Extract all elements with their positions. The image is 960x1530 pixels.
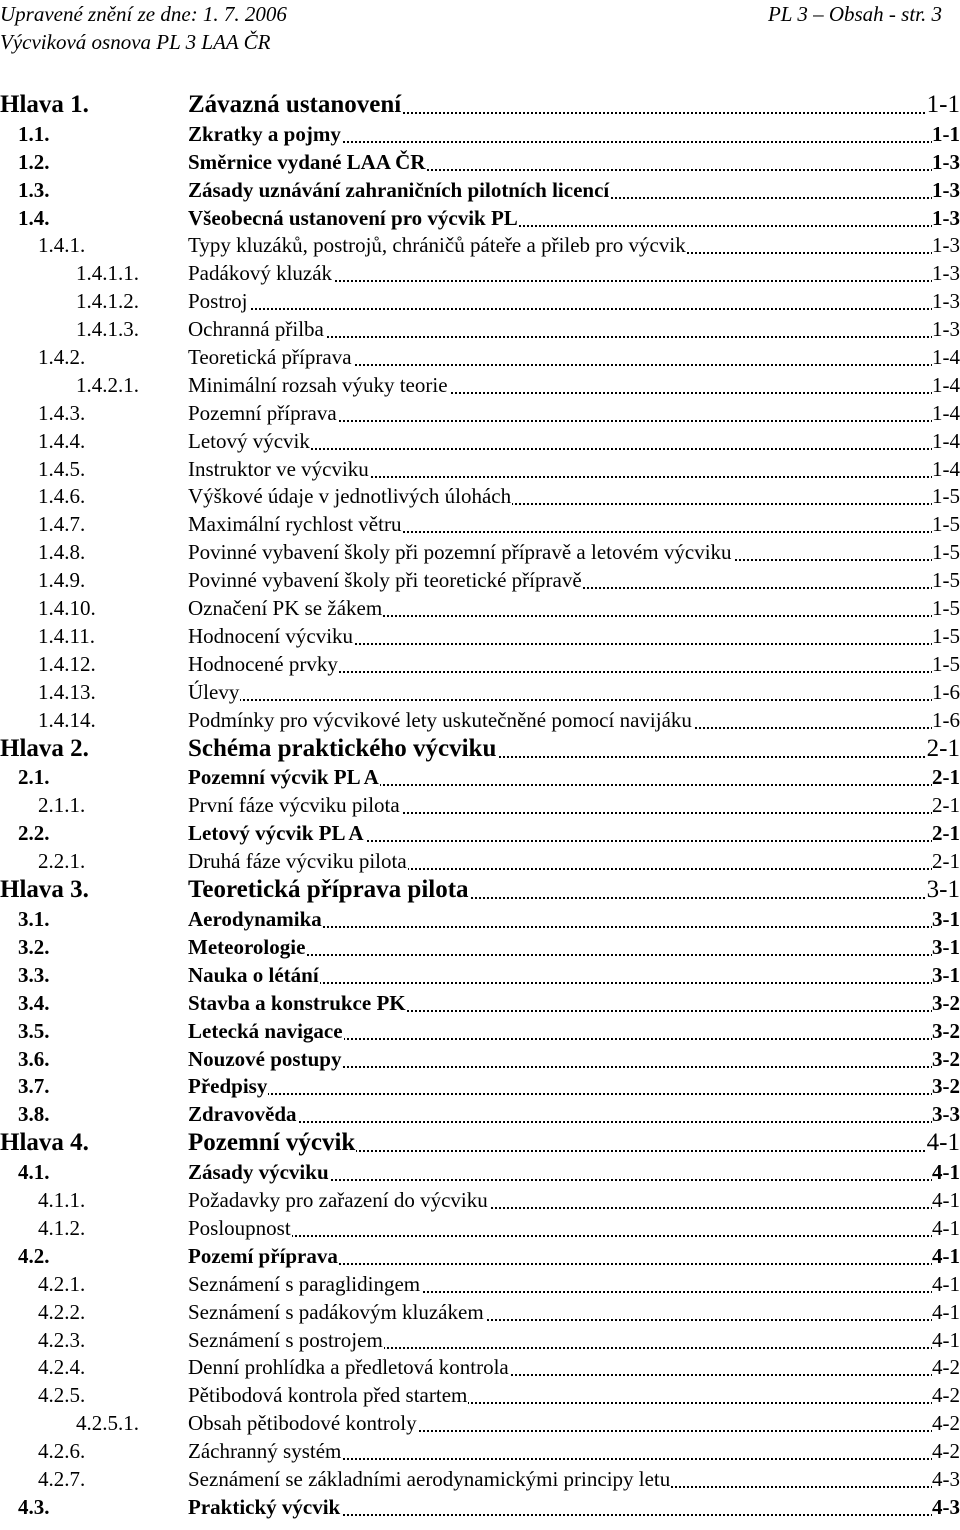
toc-entry-number: 4.1.2. [38,1215,86,1240]
toc-entry-page: 1-4 [932,428,960,453]
toc-entry-page: 3-2 [932,1046,960,1071]
toc-entry-title: Aerodynamika [188,907,322,932]
table-of-contents [0,92,960,1523]
toc-entry-number: 4.2.1. [38,1271,86,1296]
toc-entry[interactable] [0,401,960,429]
toc-entry-title: Nauka o létání [188,962,319,987]
toc-entry-number: 1.4.8. [38,540,86,565]
toc-leader-dots [188,1235,960,1237]
toc-entry[interactable] [0,1047,960,1075]
toc-entry-number: 4.2.7. [38,1466,86,1491]
toc-entry-page: 3-1 [932,934,960,959]
toc-entry-number: 3.4. [18,990,50,1015]
toc-entry-title: Meteorologie [188,934,306,959]
toc-entry-page: 1-5 [932,596,960,621]
toc-entry-page: 3-2 [932,1018,960,1043]
toc-leader-dots [188,1121,960,1123]
toc-entry-title: Nouzové postupy [188,1046,342,1071]
toc-entry-number: 1.4.5. [38,456,86,481]
toc-entry-page: 1-6 [932,707,960,732]
toc-entry-number: 1.4.10. [38,596,96,621]
toc-entry-page: 1-6 [932,679,960,704]
toc-entry-title: Požadavky pro zařazení do výcviku [188,1188,488,1213]
toc-entry-number: 1.4.1. [38,233,86,258]
toc-entry-title: Typy kluzáků, postrojů, chráničů páteře a přileb pro výcvik [188,233,686,258]
toc-entry-page: 1-3 [932,261,960,286]
toc-entry-page: 3-2 [932,1074,960,1099]
toc-entry[interactable] [0,289,960,317]
toc-entry-number: 3.5. [18,1018,50,1043]
toc-entry-title: Pozemí příprava [188,1243,338,1268]
toc-entry-number: 1.4. [18,205,50,230]
toc-entry-title: Označení PK se žákem [188,596,383,621]
toc-entry-title: Povinné vybavení školy při teoretické přípravě [188,568,582,593]
toc-entry[interactable] [0,1328,960,1356]
toc-entry[interactable] [0,793,960,821]
toc-entry-title: Pozemní výcvik PL A [188,765,379,790]
toc-entry-title: Teoretická příprava [188,345,352,370]
toc-entry-page: 4-1 [932,1160,960,1185]
toc-entry-number: 4.2.2. [38,1299,86,1324]
toc-entry-number: 1.4.9. [38,568,86,593]
toc-entry[interactable] [0,1272,960,1300]
toc-entry-number: 3.6. [18,1046,50,1071]
page-reference: PL 3 – Obsah - str. 3 [767,2,942,26]
toc-entry-number: 1.4.14. [38,707,96,732]
toc-entry-page: 1-3 [932,177,960,202]
toc-entry-title: Posloupnost [188,1215,291,1240]
toc-entry-number: 1.4.6. [38,484,86,509]
toc-entry-number: 1.4.1.1. [76,261,139,286]
toc-entry[interactable] [0,1411,960,1439]
toc-entry-title: Letový výcvik [188,428,310,453]
toc-entry-page: 4-1 [926,1129,960,1157]
toc-entry[interactable] [0,1160,960,1188]
toc-entry-page: 3-1 [932,907,960,932]
toc-entry-number: 1.3. [18,177,50,202]
toc-entry-page: 2-1 [932,849,960,874]
toc-entry-number: 1.4.12. [38,651,96,676]
toc-entry-title: Teoretická příprava pilota [188,876,469,904]
toc-entry-page: 4-2 [932,1355,960,1380]
toc-entry-number: 2.2. [18,821,50,846]
toc-entry[interactable] [0,963,960,991]
toc-entry-number: 4.1. [18,1160,50,1185]
toc-entry[interactable] [0,485,960,513]
toc-entry-page: 1-3 [932,317,960,342]
toc-entry[interactable] [0,429,960,457]
toc-entry-page: 1-4 [932,345,960,370]
toc-entry[interactable] [0,345,960,373]
toc-entry-title: Letecká navigace [188,1018,343,1043]
toc-entry-number: 1.4.3. [38,400,86,425]
toc-entry-title: Zkratky a pojmy [188,121,341,146]
toc-entry-page: 4-1 [932,1271,960,1296]
toc-entry-number: 3.3. [18,962,50,987]
toc-entry-number: 4.1.1. [38,1188,86,1213]
toc-entry-number: 4.2. [18,1243,50,1268]
toc-entry-title: Instruktor ve výcviku [188,456,369,481]
toc-entry[interactable] [0,708,960,736]
toc-entry-page: 4-2 [932,1411,960,1436]
toc-entry[interactable] [0,849,960,877]
toc-entry-number: 1.4.1.2. [76,289,139,314]
toc-entry-number: 4.3. [18,1494,50,1519]
toc-entry-page: 1-5 [932,568,960,593]
toc-entry-number: Hlava 2. [0,734,89,762]
toc-entry-title: První fáze výcviku pilota [188,793,400,818]
toc-entry[interactable] [0,1356,960,1384]
toc-entry[interactable] [0,457,960,485]
toc-entry[interactable] [0,1300,960,1328]
document-title: Výcviková osnova PL 3 LAA ČR [0,30,271,54]
toc-entry-number: 2.1.1. [38,793,86,818]
toc-entry-page: 1-3 [932,289,960,314]
toc-entry-page: 1-3 [932,233,960,258]
toc-entry[interactable] [0,991,960,1019]
toc-entry-page: 1-3 [932,149,960,174]
toc-entry[interactable] [0,150,960,178]
toc-entry-number: 4.2.3. [38,1327,86,1352]
toc-entry-page: 1-3 [932,205,960,230]
toc-entry[interactable] [0,1495,960,1523]
toc-entry-title: Závazná ustanovení [188,91,402,118]
toc-entry-number: 3.2. [18,934,50,959]
toc-entry[interactable] [0,261,960,289]
toc-leader-dots [188,308,960,310]
toc-entry-number: 2.2.1. [38,849,86,874]
toc-entry-title: Všeobecná ustanovení pro výcvik PL [188,205,518,230]
toc-entry[interactable] [0,540,960,568]
toc-entry-title: Seznámení se základními aerodynamickými principy letu [188,1466,671,1491]
toc-entry[interactable] [0,766,960,794]
toc-entry-title: Minimální rozsah výuky teorie [188,372,448,397]
header-line-1 [0,0,960,28]
toc-entry-page: 4-1 [932,1188,960,1213]
toc-entry-number: 1.4.2. [38,345,86,370]
toc-entry-number: 4.2.4. [38,1355,86,1380]
toc-entry-title: Pětibodová kontrola před startem [188,1383,468,1408]
toc-entry-page: 3-3 [932,1102,960,1127]
toc-entry-title: Padákový kluzák [188,261,333,286]
toc-entry-title: Předpisy [188,1074,268,1099]
toc-entry-page: 4-3 [932,1466,960,1491]
toc-entry-number: 3.1. [18,907,50,932]
toc-entry[interactable] [0,206,960,234]
toc-entry-title: Hodnocené prvky [188,651,338,676]
toc-entry[interactable] [0,1188,960,1216]
toc-entry[interactable] [0,317,960,345]
toc-entry[interactable] [0,1075,960,1103]
toc-entry-title: Směrnice vydané LAA ČR [188,149,426,174]
toc-entry-page: 1-1 [926,91,960,118]
toc-entry-number: Hlava 3. [0,876,89,904]
revision-date: Upravené znění ze dne: 1. 7. 2006 [0,2,287,26]
toc-entry[interactable] [0,1216,960,1244]
toc-entry-page: 1-4 [932,456,960,481]
toc-entry-page: 1-5 [932,651,960,676]
toc-entry-page: 4-1 [932,1299,960,1324]
toc-entry-title: Pozemní výcvik [188,1129,356,1157]
toc-entry-title: Letový výcvik PL A [188,821,364,846]
toc-entry[interactable] [0,234,960,262]
toc-entry-page: 1-4 [932,400,960,425]
toc-entry-title: Záchranný systém [188,1439,342,1464]
toc-entry-page: 2-1 [932,821,960,846]
toc-chapter-entry[interactable] [0,1130,960,1160]
toc-entry-page: 4-2 [932,1383,960,1408]
toc-entry-title: Zásady výcviku [188,1160,329,1185]
toc-entry-title: Seznámení s paraglidingem [188,1271,421,1296]
toc-entry-page: 4-1 [932,1243,960,1268]
toc-entry-page: 4-1 [932,1215,960,1240]
toc-entry-title: Stavba a konstrukce PK [188,990,406,1015]
toc-entry-page: 4-2 [932,1439,960,1464]
toc-entry[interactable] [0,907,960,935]
toc-entry-title: Obsah pětibodové kontroly [188,1411,417,1436]
toc-entry-page: 1-5 [932,484,960,509]
toc-entry-page: 1-1 [932,121,960,146]
toc-entry[interactable] [0,1383,960,1411]
toc-entry-number: 1.4.11. [38,623,95,648]
toc-entry[interactable] [0,1439,960,1467]
toc-entry-page: 1-4 [932,372,960,397]
toc-entry[interactable] [0,596,960,624]
toc-entry-page: 1-5 [932,540,960,565]
toc-entry-title: Úlevy [188,679,240,704]
toc-entry-number: 4.2.5.1. [76,1411,139,1436]
toc-entry-title: Seznámení s padákovým kluzákem [188,1299,484,1324]
toc-chapter-entry[interactable] [0,92,960,122]
toc-entry[interactable] [0,680,960,708]
toc-entry-number: 1.4.7. [38,512,86,537]
toc-chapter-entry[interactable] [0,877,960,907]
toc-leader-dots [188,699,960,701]
toc-entry-number: 1.4.4. [38,428,86,453]
toc-entry-number: Hlava 1. [0,91,89,118]
toc-entry[interactable] [0,1244,960,1272]
toc-entry[interactable] [0,1019,960,1047]
toc-entry-number: 1.1. [18,121,50,146]
toc-entry[interactable] [0,821,960,849]
toc-entry-number: 4.2.6. [38,1439,86,1464]
toc-entry-number: 1.4.13. [38,679,96,704]
toc-entry[interactable] [0,1467,960,1495]
toc-entry-title: Výškové údaje v jednotlivých úlohách [188,484,512,509]
toc-entry-number: Hlava 4. [0,1129,89,1157]
toc-leader-dots [188,1093,960,1095]
toc-entry[interactable] [0,568,960,596]
toc-entry-page: 2-1 [932,765,960,790]
toc-entry-number: 3.7. [18,1074,50,1099]
toc-entry-title: Maximální rychlost větru [188,512,402,537]
toc-entry-number: 1.2. [18,149,50,174]
toc-entry[interactable] [0,935,960,963]
toc-entry-page: 1-5 [932,623,960,648]
toc-entry[interactable] [0,652,960,680]
toc-entry-title: Hodnocení výcviku [188,623,354,648]
toc-entry-page: 4-1 [932,1327,960,1352]
toc-entry-number: 1.4.2.1. [76,372,139,397]
toc-entry-page: 2-1 [926,734,960,762]
toc-entry-title: Pozemní příprava [188,400,337,425]
toc-entry-number: 4.2.5. [38,1383,86,1408]
toc-entry-page: 3-1 [926,876,960,904]
header-line-2 [0,28,960,56]
toc-entry-page: 4-3 [932,1494,960,1519]
toc-chapter-entry[interactable] [0,736,960,766]
toc-entry-title: Ochranná přilba [188,317,324,342]
toc-entry[interactable] [0,178,960,206]
toc-entry-title: Denní prohlídka a předletová kontrola [188,1355,509,1380]
toc-entry[interactable] [0,373,960,401]
toc-entry-title: Postroj [188,289,248,314]
toc-entry[interactable] [0,1102,960,1130]
toc-entry-number: 3.8. [18,1102,50,1127]
toc-entry-title: Povinné vybavení školy při pozemní přípravě a letovém výcviku [188,540,732,565]
toc-entry-page: 2-1 [932,793,960,818]
toc-entry-number: 1.4.1.3. [76,317,139,342]
toc-entry-title: Zásady uznávání zahraničních pilotních licencí [188,177,610,202]
toc-entry-page: 1-5 [932,512,960,537]
page-header [0,0,960,56]
toc-entry[interactable] [0,624,960,652]
toc-entry-page: 3-2 [932,990,960,1015]
toc-entry-title: Podmínky pro výcvikové lety uskutečněné pomocí navijáku [188,707,692,732]
toc-entry-title: Praktický výcvik [188,1494,341,1519]
toc-entry-title: Seznámení s postrojem [188,1327,383,1352]
toc-entry[interactable] [0,122,960,150]
toc-entry-title: Zdravověda [188,1102,297,1127]
toc-entry-title: Druhá fáze výcviku pilota [188,849,407,874]
toc-entry[interactable] [0,512,960,540]
toc-entry-page: 3-1 [932,962,960,987]
toc-entry-number: 2.1. [18,765,50,790]
toc-entry-title: Schéma praktického výcviku [188,734,497,762]
